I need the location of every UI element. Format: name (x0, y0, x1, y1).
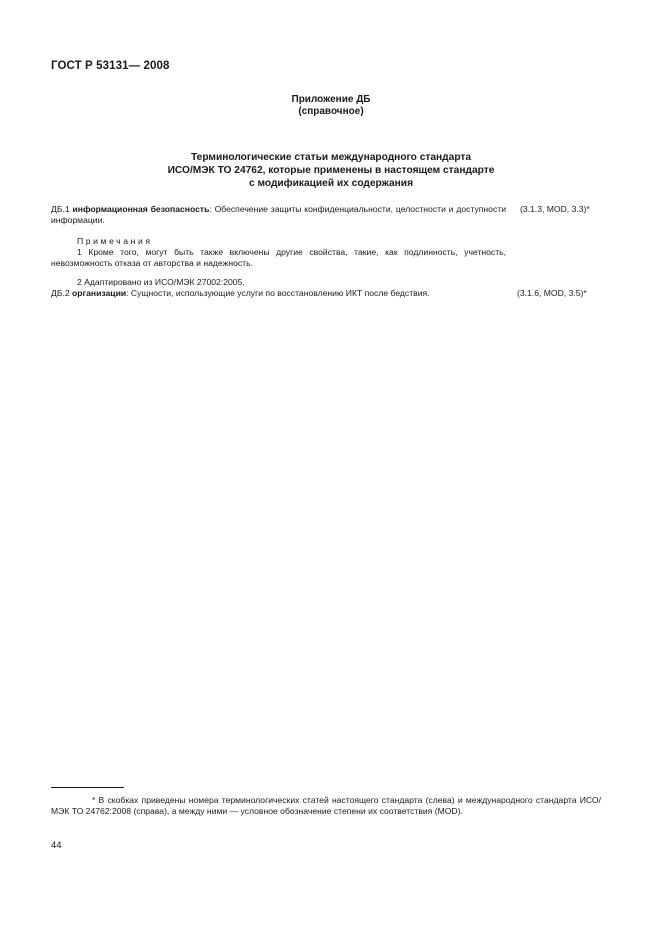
term-number: ДБ.2 (51, 288, 70, 298)
page-number: 44 (51, 840, 62, 851)
notes-heading: Примечания (77, 236, 153, 246)
note-2: 2 Адаптировано из ИСО/МЭК 27002:2005. (77, 277, 245, 287)
appendix-title: Приложение ДБ (291, 94, 371, 105)
section-heading-line-2: ИСО/МЭК ТО 24762, которые применены в настоящем стандарте (167, 165, 495, 176)
term-entry-2 (51, 288, 430, 299)
term-reference-2: (3.1.6, MOD, 3.5)* (517, 288, 587, 298)
term-number: ДБ.1 (51, 204, 70, 214)
footnote-divider (51, 787, 124, 788)
term-definition: : Обеспечение защиты конфиденциальности, целостности и доступности информации. (51, 204, 506, 225)
appendix-subtitle: (справочное) (298, 106, 364, 117)
term-reference-1: (3.1.3, MOD, 3.3)* (520, 204, 590, 214)
term-definition: : Сущности, использующие услуги по восстановлению ИКТ после бедствия. (126, 288, 430, 298)
term-name: информационная безопасность (72, 204, 210, 214)
note-1: 1 Кроме того, могут быть также включены другие свойства, такие, как подлинность, учетность, невозможность отказа от авторства и надежность. (51, 247, 506, 268)
document-header: ГОСТ Р 53131— 2008 (51, 60, 170, 72)
term-name: организации (72, 288, 127, 298)
section-heading-line-3: с модификацией их содержания (248, 178, 414, 189)
section-heading-line-1: Терминологические статьи международного стандарта (190, 152, 472, 163)
term-entry-1 (51, 204, 506, 226)
footnote: * В скобках приведены номера терминологических статей настоящего стандарта (слева) и международного стандарта ИСО/МЭК ТО 24762:2008 (справа), а между ними — условное обозначение степени их соответствия (MOD). (51, 795, 601, 816)
